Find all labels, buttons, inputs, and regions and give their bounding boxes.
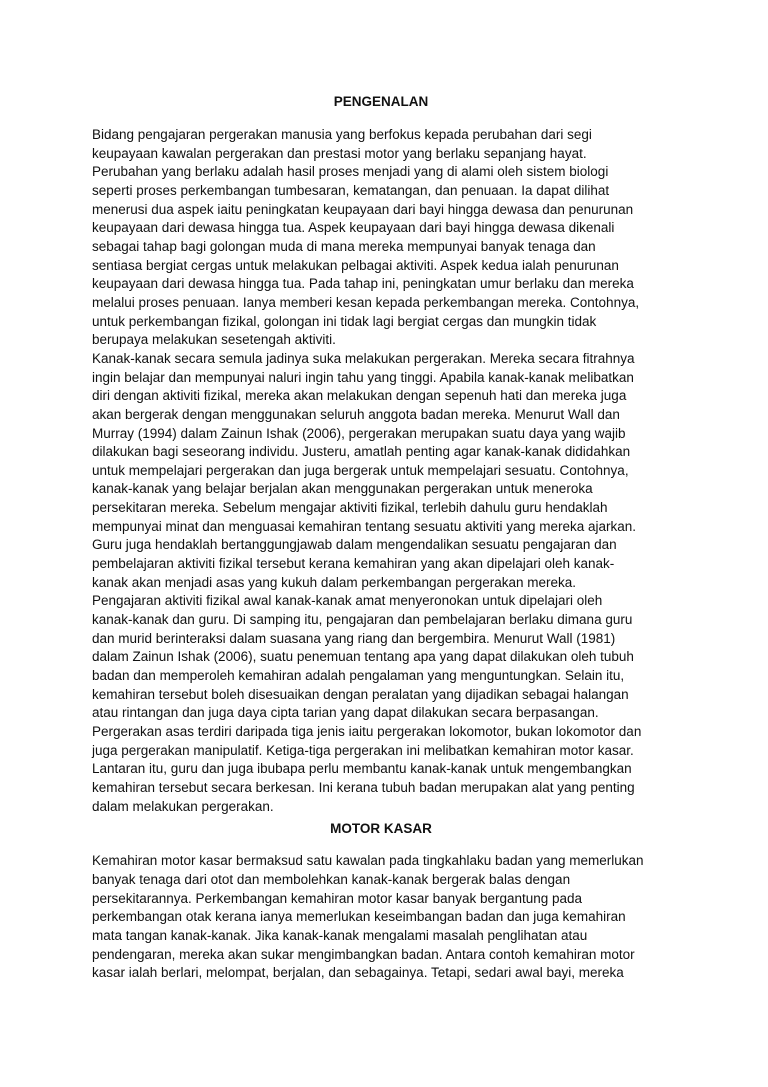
text-line: Bidang pengajaran pergerakan manusia yang berfokus kepada perubahan dari segi <box>92 127 592 142</box>
text-line: pendengaran, mereka akan sukar mengimbangkan badan. Antara contoh kemahiran motor <box>92 946 635 962</box>
text-line: akan bergerak dengan menggunakan seluruh anggota badan mereka. Menurut Wall dan <box>92 406 620 422</box>
text-line: keupayaan dari dewasa hingga tua. Pada tahap ini, peningkatan umur berlaku dan mereka <box>92 276 634 292</box>
text-line: keupayaan kawalan pergerakan dan prestasi motor yang berlaku sepanjang hayat. <box>92 145 587 161</box>
text-line: kemahiran tersebut secara berkesan. Ini kerana tubuh badan merupakan alat yang penting <box>92 779 635 795</box>
text-line: Perubahan yang berlaku adalah hasil proses menjadi yang di alami oleh sistem biologi <box>92 164 609 180</box>
text-line: dalam Zainun Ishak (2006), suatu penemuan tentang apa yang dapat dilakukan oleh tubuh <box>92 649 634 665</box>
text-line: Kanak-kanak secara semula jadinya suka melakukan pergerakan. Mereka secara fitrahnya <box>92 350 635 366</box>
text-line: kemahiran tersebut boleh disesuaikan dengan peralatan yang dijadikan sebagai halangan <box>92 686 629 702</box>
text-line: mata tangan kanak-kanak. Jika kanak-kanak mengalami masalah penglihatan atau <box>92 927 588 943</box>
text-line: Pengajaran aktiviti fizikal awal kanak-kanak amat menyeronokan untuk dipelajari oleh <box>92 593 603 609</box>
text-line: dan murid berinteraksi dalam suasana yang riang dan bergembira. Menurut Wall (1981) <box>92 630 616 646</box>
text-line: banyak tenaga dari otot dan membolehkan kanak-kanak bergerak balas dengan <box>92 871 571 887</box>
text-line: Guru juga hendaklah bertanggungjawab dalam mengendalikan sesuatu pengajaran dan <box>92 537 617 553</box>
text-line: dalam melakukan pergerakan. <box>92 798 274 814</box>
text-line: Murray (1994) dalam Zainun Ishak (2006), pergerakan merupakan suatu daya yang wajib <box>92 425 626 441</box>
text-line: diri dengan aktiviti fizikal, mereka akan melakukan dengan sepenuh hati dan mereka juga <box>92 388 627 404</box>
text-line: menerusi dua aspek iaitu peningkatan keupayaan dari bayi hingga dewasa dan penurunan <box>92 201 634 217</box>
text-line: persekitaran mereka. Sebelum mengajar aktiviti fizikal, terlebih dahulu guru hendaklah <box>92 500 608 516</box>
text-line: Lantaran itu, guru dan juga ibubapa perlu membantu kanak-kanak untuk mengembangkan <box>92 761 632 777</box>
text-line: dilakukan bagi seseorang individu. Justeru, amatlah penting agar kanak-kanak dididahkan <box>92 444 631 460</box>
text-line: Pergerakan asas terdiri daripada tiga jenis iaitu pergerakan lokomotor, bukan lokomotor dan <box>92 724 642 739</box>
text-line: mempunyai minat dan menguasai kemahiran tentang sesuatu aktiviti yang mereka ajarkan. <box>92 518 637 534</box>
text-line: atau rintangan dan juga daya cipta tarian yang dapat dilakukan secara berpasangan. <box>92 705 599 721</box>
text-line: keupayaan dari dewasa hingga tua. Aspek keupayaan dari bayi hingga dewasa dikenali <box>92 220 615 236</box>
text-line: pembelajaran aktiviti fizikal tersebut kerana kemahiran yang akan dipelajari oleh kanak- <box>92 556 615 572</box>
text-line: ingin belajar dan mempunyai naluri ingin tahu yang tinggi. Apabila kanak-kanak melibatkan <box>92 369 634 385</box>
text-line: kasar ialah berlari, melompat, berjalan, dan sebagainya. Tetapi, sedari awal bayi, mereka <box>92 965 624 981</box>
heading-motor-kasar: MOTOR KASAR <box>330 821 432 837</box>
text-line: persekitarannya. Perkembangan kemahiran motor kasar banyak bergantung pada <box>92 890 583 906</box>
document-content <box>92 93 670 983</box>
text-line: perkembangan otak kerana ianya memerlukan keseimbangan badan dan juga kemahiran <box>92 909 626 925</box>
text-line: melalui proses penuaan. Ianya memberi kesan kepada perkembangan mereka. Contohnya, <box>92 294 640 310</box>
text-line: seperti proses perkembangan tumbesaran, kematangan, dan penuaan. Ia dapat dilihat <box>92 182 610 198</box>
text-line: kanak-kanak yang belajar berjalan akan menggunakan pergerakan untuk meneroka <box>92 481 593 497</box>
text-line: sebagai tahap bagi golongan muda di mana mereka mempunyai banyak tenaga dan <box>92 238 596 254</box>
text-line: badan dan memperoleh kemahiran adalah pengalaman yang menguntungkan. Selain itu, <box>92 668 625 684</box>
text-line: Kemahiran motor kasar bermaksud satu kawalan pada tingkahlaku badan yang memerlukan <box>92 853 644 869</box>
text-line: sentiasa bergiat cergas untuk melakukan pelbagai aktiviti. Aspek kedua ialah penurunan <box>92 257 619 273</box>
text-line: untuk perkembangan fizikal, golongan ini tidak lagi bergiat cergas dan mungkin tidak <box>92 313 597 329</box>
text-line: berupaya melakukan sesetengah aktiviti. <box>92 332 336 348</box>
text-line: kanak akan menjadi asas yang kukuh dalam perkembangan pergerakan mereka. <box>92 574 577 590</box>
text-line: kanak-kanak dan guru. Di samping itu, pengajaran dan pembelajaran berlaku dimana guru <box>92 612 633 628</box>
heading-pengenalan: PENGENALAN <box>333 94 429 109</box>
section-motor-kasar-text <box>92 852 670 983</box>
text-line: untuk mempelajari pergerakan dan juga bergerak untuk mempelajari sesuatu. Contohnya, <box>92 462 629 478</box>
section-pengenalan-text <box>92 126 670 816</box>
text-line: juga pergerakan manipulatif. Ketiga-tiga pergerakan ini melibatkan kemahiran motor kasar. <box>92 742 634 758</box>
